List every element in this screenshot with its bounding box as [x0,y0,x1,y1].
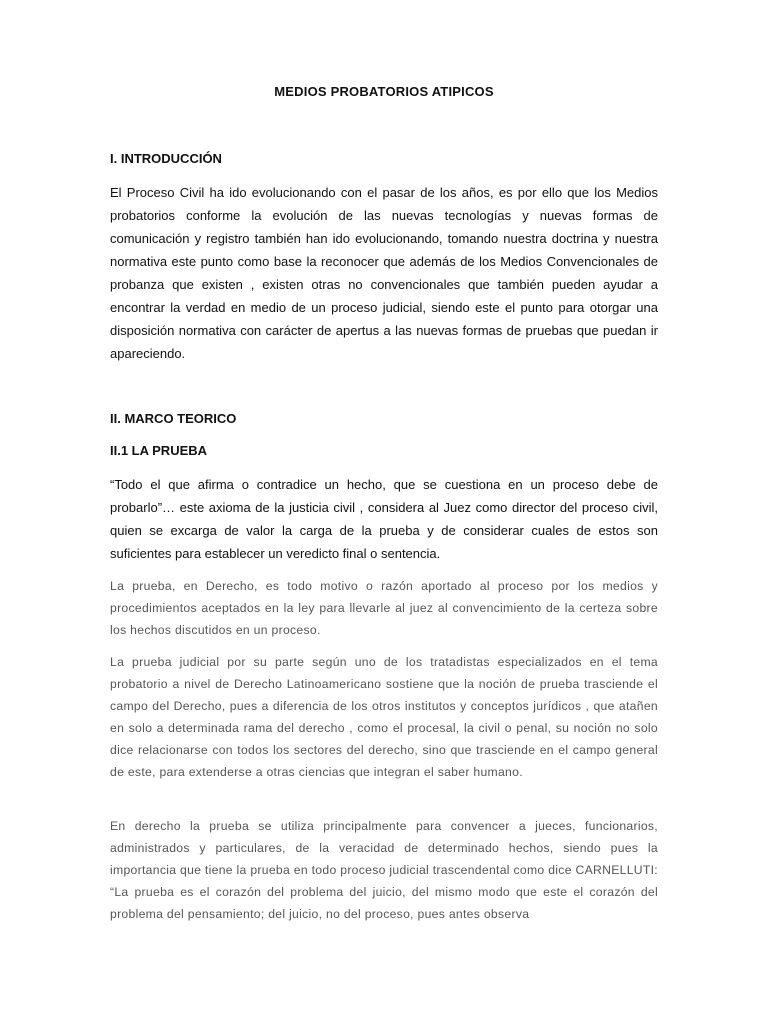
definition-paragraph: La prueba, en Derecho, es todo motivo o razón aportado al proceso por los medios y procedimientos aceptados en la ley para llevarle al juez al convencimiento de la certeza sobre los hechos discutidos en un proceso. [110,579,658,637]
section-heading-marco-teorico: II. MARCO TEORICO [110,411,237,426]
subsection-heading-la-prueba: II.1 LA PRUEBA [110,443,208,458]
carnelluti-paragraph: En derecho la prueba se utiliza principalmente para convencer a jueces, funcionarios, administrados y particulares, de la veracidad de determinado hechos, siendo pues la importancia que tiene la prueba en todo proceso judicial trascendental como dice CARNELLUTI: “La prueba es el corazón del problema del juicio, del mismo modo que este el corazón del problema del pensamiento; del juicio, no del proceso, pues antes observa [110,819,658,921]
document-title: MEDIOS PROBATORIOS ATIPICOS [274,84,494,99]
introduction-paragraph: El Proceso Civil ha ido evolucionando con el pasar de los años, es por ello que los Medios probatorios conforme la evolución de las nuevas tecnologías y nuevas formas de comunicación y registro también han ido evolucionando, tomando nuestra doctrina y nuestra normativa este punto como base la reconocer que además de los Medios Convencionales de probanza que existen , existen otras no convencionales que también pueden ayudar a encontrar la verdad en medio de un proceso judicial, siendo este el punto para otorgar una disposición normativa con carácter de apertus a las nuevas formas de pruebas que puedan ir apareciendo. [110,185,658,361]
quote-paragraph: “Todo el que afirma o contradice un hecho, que se cuestiona en un proceso debe de probarlo”… este axioma de la justicia civil , considera al Juez como director del proceso civil, quien se excarga de valor la carga de la prueba y de considerar cuales de estos son suficientes para establecer un veredicto final o sentencia. [110,477,658,561]
judicial-proof-paragraph: La prueba judicial por su parte según uno de los tratadistas especializados en el tema probatorio a nivel de Derecho Latinoamericano sostiene que la noción de prueba trasciende el campo del Derecho, pues a diferencia de los otros institutos y conceptos jurídicos , que atañen en solo a determinada rama del derecho , como el procesal, la civil o penal, su noción no solo dice relacionarse con todos los sectores del derecho, sino que trasciende en el campo general de este, para extenderse a otras ciencias que integran el saber humano. [110,655,658,779]
section-heading-introduccion: I. INTRODUCCIÓN [110,151,222,166]
